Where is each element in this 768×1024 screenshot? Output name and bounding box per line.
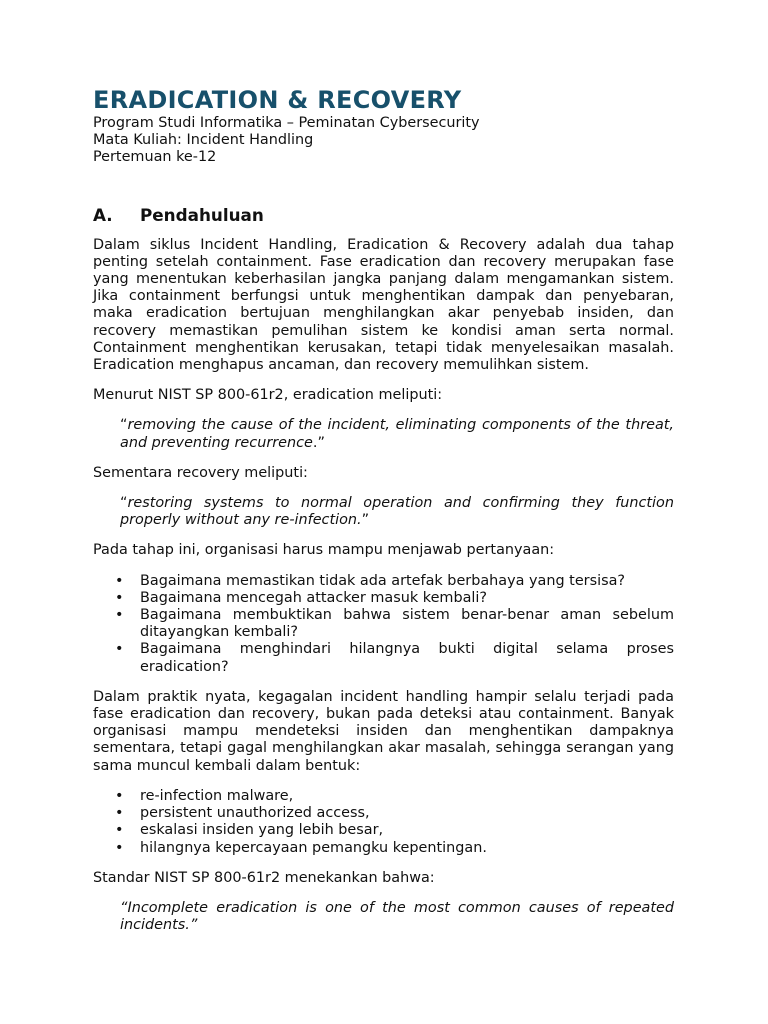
document-title: ERADICATION & RECOVERY xyxy=(93,86,462,114)
list-item: • hilangnya kepercayaan pemangku kepentingan. xyxy=(93,840,674,857)
document-body xyxy=(93,86,674,947)
practice-paragraph: Dalam praktik nyata, kegagalan incident handling hampir selalu terjadi pada fase eradication dan recovery, bukan pada deteksi atau containment. Banyak organisasi mampu mendeteksi insiden dan menghentikan dampaknya sementara, tetapi gagal menghilangkan akar masalah, sehingga serangan yang sama muncul kembali dalam bentuk: xyxy=(93,688,674,774)
section-letter: A. xyxy=(93,204,113,225)
list-item: • Bagaimana menghindari hilangnya bukti digital selama proses eradication? xyxy=(93,641,674,675)
eradication-quote-text: removing the cause of the incident, eliminating components of the threat, and preventing recurrence xyxy=(120,417,674,451)
list-item: • persistent unauthorized access, xyxy=(93,805,674,822)
incomplete-eradication-quote: “Incomplete eradication is one of the most common causes of repeated incidents.” xyxy=(120,899,674,934)
recovery-quote: “restoring systems to normal operation and confirming they function properly without any re-infection.” xyxy=(120,495,674,529)
recovery-intro: Sementara recovery meliputi: xyxy=(93,464,308,481)
list-item: • Bagaimana mencegah attacker masuk kembali? xyxy=(93,590,674,607)
list-item: • Bagaimana memastikan tidak ada artefak berbahaya yang tersisa? xyxy=(93,573,674,590)
questions-intro: Pada tahap ini, organisasi harus mampu menjawab pertanyaan: xyxy=(93,542,555,559)
list-item: • eskalasi insiden yang lebih besar, xyxy=(93,822,674,839)
eradication-quote: “removing the cause of the incident, eliminating components of the threat, and preventing recurrence.” xyxy=(120,417,674,451)
recovery-quote-text: restoring systems to normal operation and confirming they function properly without any re-infection. xyxy=(120,495,674,529)
course-line: Mata Kuliah: Incident Handling xyxy=(93,132,314,149)
section-heading-a xyxy=(93,205,674,225)
questions-list xyxy=(93,573,674,676)
intro-paragraph: Dalam siklus Incident Handling, Eradication & Recovery adalah dua tahap penting setelah containment. Fase eradication dan recovery merupakan fase yang menentukan keberhasilan jangka panjang dalam mengamankan sistem. Jika containment berfungsi untuk menghentikan dampak dan penyebaran, maka eradication bertujuan menghilangkan akar penyebab insiden, dan recovery memastikan pemulihan sistem ke kondisi aman serta normal. Containment menghentikan kerusakan, tetapi tidak menyelesaikan masalah. Eradication menghapus ancaman, dan recovery memulihkan sistem. xyxy=(93,236,674,374)
meeting-line: Pertemuan ke-12 xyxy=(93,149,217,166)
list-item: • Bagaimana membuktikan bahwa sistem benar-benar aman sebelum ditayangkan kembali? xyxy=(93,607,674,641)
nist-emphasis-intro: Standar NIST SP 800-61r2 menekankan bahwa: xyxy=(93,869,435,886)
program-line: Program Studi Informatika – Peminatan Cybersecurity xyxy=(93,115,480,131)
consequences-list xyxy=(93,788,674,857)
section-title: Pendahuluan xyxy=(140,204,264,225)
list-item: • re-infection malware, xyxy=(93,788,674,805)
nist-eradication-intro: Menurut NIST SP 800-61r2, eradication meliputi: xyxy=(93,387,443,404)
